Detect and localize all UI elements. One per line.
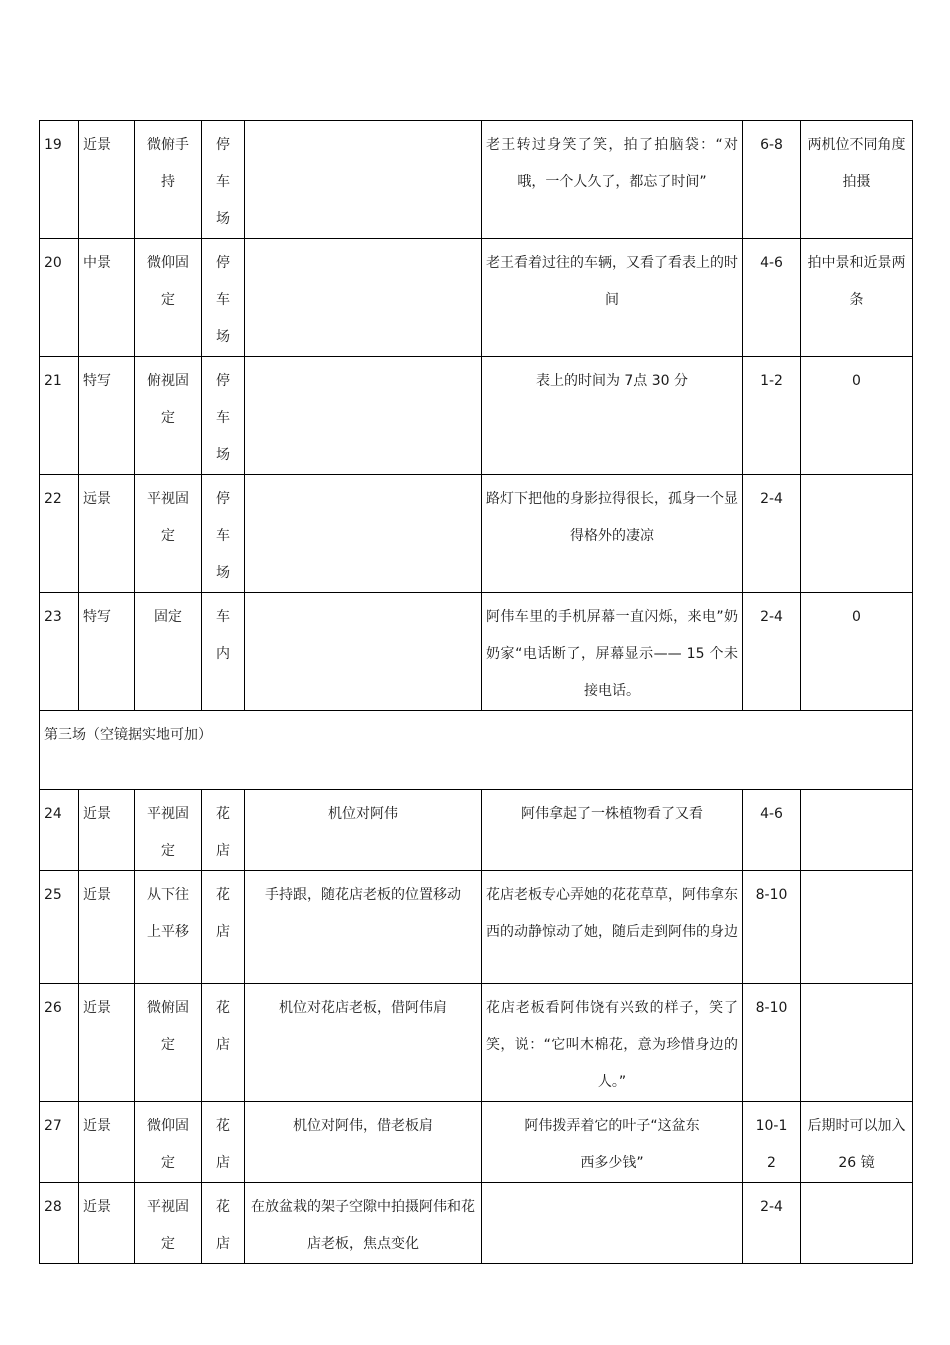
shot-size: 中景 xyxy=(79,239,135,357)
shot-number: 19 xyxy=(40,121,79,239)
shot-note: 拍中景和近景两条 xyxy=(801,239,913,357)
shot-number: 28 xyxy=(40,1183,79,1264)
scene-title: 第三场（空镜据实地可加） xyxy=(40,711,913,790)
table-row xyxy=(40,1102,913,1183)
location: 花店 xyxy=(202,1102,245,1183)
shot-number: 25 xyxy=(40,871,79,984)
shot-note xyxy=(801,790,913,871)
location: 花店 xyxy=(202,790,245,871)
camera-angle: 平视固定 xyxy=(135,1183,202,1264)
location: 花店 xyxy=(202,984,245,1102)
table-row xyxy=(40,790,913,871)
camera-angle: 俯视固定 xyxy=(135,357,202,475)
shot-number: 23 xyxy=(40,593,79,711)
shot-duration: 4-6 xyxy=(743,239,801,357)
location: 花店 xyxy=(202,1183,245,1264)
shot-size: 远景 xyxy=(79,475,135,593)
shot-description: 花店老板看阿伟饶有兴致的样子，笑了笑，说：“它叫木棉花，意为珍惜身边的人。” xyxy=(482,984,743,1102)
table-row xyxy=(40,475,913,593)
camera-angle: 从下往上平移 xyxy=(135,871,202,984)
shot-note xyxy=(801,1183,913,1264)
scene-header-row xyxy=(40,711,913,790)
camera-movement xyxy=(245,475,482,593)
shot-number: 26 xyxy=(40,984,79,1102)
shot-number: 24 xyxy=(40,790,79,871)
camera-angle: 微仰固定 xyxy=(135,239,202,357)
shot-note: 0 xyxy=(801,357,913,475)
shot-size: 近景 xyxy=(79,984,135,1102)
shot-duration: 10-12 xyxy=(743,1102,801,1183)
shot-note: 0 xyxy=(801,593,913,711)
shot-duration: 6-8 xyxy=(743,121,801,239)
shot-duration: 8-10 xyxy=(743,984,801,1102)
camera-movement xyxy=(245,121,482,239)
shot-size: 近景 xyxy=(79,1102,135,1183)
storyboard-table xyxy=(39,120,913,1264)
camera-movement: 手持跟，随花店老板的位置移动 xyxy=(245,871,482,984)
table-row xyxy=(40,239,913,357)
table-row xyxy=(40,593,913,711)
shot-number: 22 xyxy=(40,475,79,593)
shot-note xyxy=(801,871,913,984)
location: 停车场 xyxy=(202,239,245,357)
shot-description: 表上的时间为 7点 30 分 xyxy=(482,357,743,475)
shot-description: 阿伟拨弄着它的叶子“这盆东西多少钱” xyxy=(482,1102,743,1183)
camera-angle: 平视固定 xyxy=(135,475,202,593)
shot-number: 20 xyxy=(40,239,79,357)
location: 停车场 xyxy=(202,357,245,475)
location: 花店 xyxy=(202,871,245,984)
camera-movement xyxy=(245,593,482,711)
camera-movement xyxy=(245,357,482,475)
shot-description: 阿伟车里的手机屏幕一直闪烁，来电”奶奶家“电话断了，屏幕显示—— 15 个未接电话。 xyxy=(482,593,743,711)
shot-duration: 2-4 xyxy=(743,1183,801,1264)
shot-note: 后期时可以加入 26 镜 xyxy=(801,1102,913,1183)
shot-duration: 2-4 xyxy=(743,593,801,711)
shot-duration: 8-10 xyxy=(743,871,801,984)
table-row xyxy=(40,121,913,239)
shot-description: 花店老板专心弄她的花花草草，阿伟拿东西的动静惊动了她，随后走到阿伟的身边 xyxy=(482,871,743,984)
camera-angle: 微仰固定 xyxy=(135,1102,202,1183)
shot-size: 近景 xyxy=(79,1183,135,1264)
camera-movement: 在放盆栽的架子空隙中拍摄阿伟和花店老板，焦点变化 xyxy=(245,1183,482,1264)
shot-duration: 2-4 xyxy=(743,475,801,593)
location: 停车场 xyxy=(202,121,245,239)
shot-description: 老王看着过往的车辆，又看了看表上的时间 xyxy=(482,239,743,357)
camera-movement: 机位对阿伟 xyxy=(245,790,482,871)
camera-angle: 平视固定 xyxy=(135,790,202,871)
shot-size: 特写 xyxy=(79,593,135,711)
shot-duration: 4-6 xyxy=(743,790,801,871)
camera-angle: 微俯固定 xyxy=(135,984,202,1102)
shot-duration: 1-2 xyxy=(743,357,801,475)
camera-angle: 固定 xyxy=(135,593,202,711)
camera-angle: 微俯手持 xyxy=(135,121,202,239)
table-row xyxy=(40,1183,913,1264)
table-row xyxy=(40,871,913,984)
shot-description: 路灯下把他的身影拉得很长，孤身一个显得格外的凄凉 xyxy=(482,475,743,593)
shot-number: 27 xyxy=(40,1102,79,1183)
shot-size: 近景 xyxy=(79,790,135,871)
shot-note: 两机位不同角度拍摄 xyxy=(801,121,913,239)
shot-number: 21 xyxy=(40,357,79,475)
camera-movement xyxy=(245,239,482,357)
shot-description xyxy=(482,1183,743,1264)
camera-movement: 机位对花店老板，借阿伟肩 xyxy=(245,984,482,1102)
location: 停车场 xyxy=(202,475,245,593)
table-row xyxy=(40,984,913,1102)
camera-movement: 机位对阿伟，借老板肩 xyxy=(245,1102,482,1183)
shot-size: 近景 xyxy=(79,871,135,984)
location: 车内 xyxy=(202,593,245,711)
shot-size: 特写 xyxy=(79,357,135,475)
shot-note xyxy=(801,475,913,593)
shot-note xyxy=(801,984,913,1102)
table-row xyxy=(40,357,913,475)
shot-size: 近景 xyxy=(79,121,135,239)
shot-description: 阿伟拿起了一株植物看了又看 xyxy=(482,790,743,871)
shot-description: 老王转过身笑了笑，拍了拍脑袋：“对哦，一个人久了，都忘了时间” xyxy=(482,121,743,239)
